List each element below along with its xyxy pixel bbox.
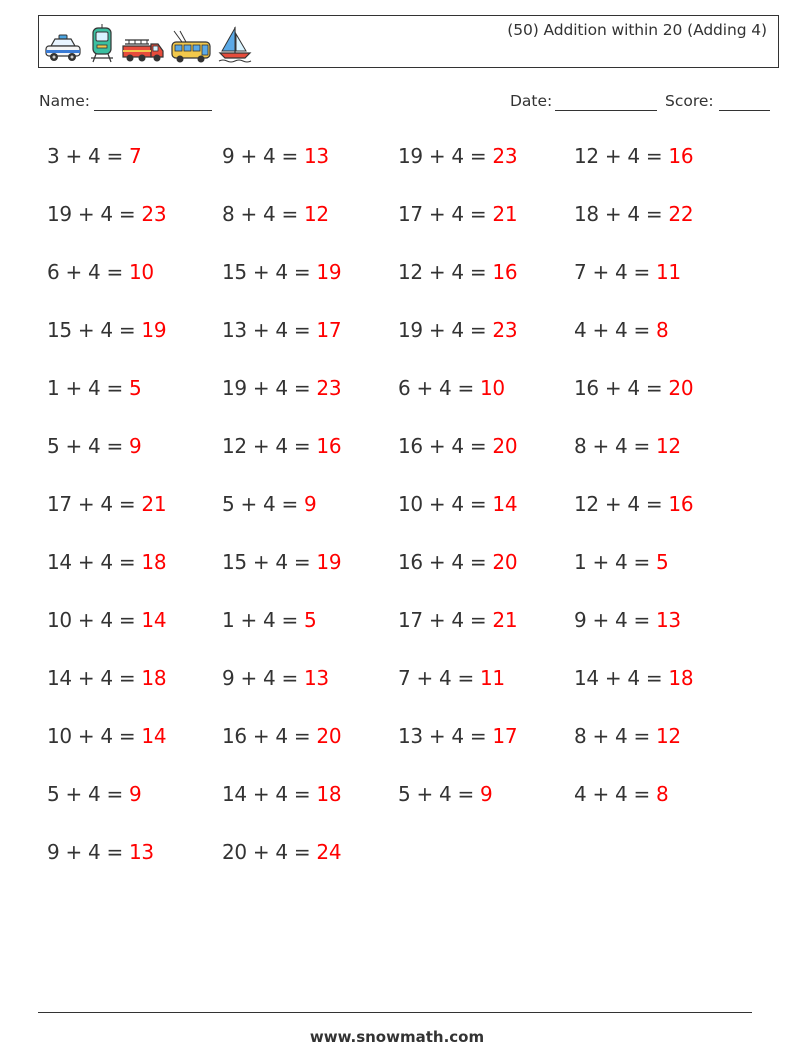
problem-row <box>47 492 767 550</box>
problem-question: 13 + 4 = <box>398 724 493 748</box>
problem-item <box>222 260 341 284</box>
problem-item <box>398 608 517 632</box>
problem-question: 10 + 4 = <box>398 492 493 516</box>
problem-answer: 14 <box>141 724 167 748</box>
problem-row <box>47 550 767 608</box>
problem-answer: 20 <box>316 724 342 748</box>
problem-question: 8 + 4 = <box>574 434 656 458</box>
problem-item <box>47 840 154 864</box>
problem-item <box>47 202 166 226</box>
problem-question: 17 + 4 = <box>47 492 142 516</box>
problem-answer: 23 <box>316 376 342 400</box>
problem-question: 5 + 4 = <box>47 782 129 806</box>
problem-answer: 9 <box>480 782 493 806</box>
problem-question: 7 + 4 = <box>398 666 480 690</box>
police-car-icon <box>43 32 83 64</box>
problem-question: 15 + 4 = <box>222 550 317 574</box>
score-label: Score: <box>665 92 714 110</box>
problem-row <box>47 376 767 434</box>
problem-answer: 7 <box>129 144 142 168</box>
problem-item <box>222 202 329 226</box>
problem-item <box>222 840 341 864</box>
problem-question: 16 + 4 = <box>574 376 669 400</box>
problem-answer: 18 <box>141 550 167 574</box>
problem-answer: 13 <box>656 608 681 632</box>
problem-row <box>47 724 767 782</box>
problem-item <box>47 550 166 574</box>
problem-answer: 13 <box>129 840 154 864</box>
problem-row <box>47 202 767 260</box>
problem-answer: 13 <box>304 144 329 168</box>
problem-question: 1 + 4 = <box>574 550 656 574</box>
problem-answer: 20 <box>492 434 518 458</box>
problem-answer: 12 <box>656 434 681 458</box>
problem-item <box>47 376 141 400</box>
problem-answer: 10 <box>480 376 505 400</box>
sailboat-icon <box>217 24 253 64</box>
problem-question: 5 + 4 = <box>398 782 480 806</box>
problem-answer: 13 <box>304 666 329 690</box>
problem-item <box>398 376 505 400</box>
problem-question: 10 + 4 = <box>47 608 142 632</box>
problem-question: 15 + 4 = <box>47 318 142 342</box>
worksheet-title: (50) Addition within 20 (Adding 4) <box>507 21 767 39</box>
problem-answer: 19 <box>316 550 342 574</box>
problem-answer: 12 <box>304 202 329 226</box>
problem-answer: 24 <box>316 840 342 864</box>
name-blank-line[interactable] <box>94 110 212 111</box>
problem-question: 8 + 4 = <box>222 202 304 226</box>
name-label: Name: <box>39 92 90 110</box>
worksheet-header <box>38 15 779 68</box>
problem-item <box>47 144 141 168</box>
problem-item <box>574 202 693 226</box>
footer-website: www.snowmath.com <box>309 1028 485 1046</box>
problem-question: 14 + 4 = <box>574 666 669 690</box>
problem-row <box>47 782 767 840</box>
problem-item <box>222 550 341 574</box>
problem-question: 14 + 4 = <box>222 782 317 806</box>
problem-question: 12 + 4 = <box>574 492 669 516</box>
problem-item <box>398 724 517 748</box>
problem-question: 4 + 4 = <box>574 318 656 342</box>
problem-question: 12 + 4 = <box>574 144 669 168</box>
problem-question: 19 + 4 = <box>398 144 493 168</box>
problem-question: 14 + 4 = <box>47 550 142 574</box>
problem-answer: 10 <box>129 260 154 284</box>
problem-answer: 18 <box>316 782 342 806</box>
problem-question: 14 + 4 = <box>47 666 142 690</box>
problem-row <box>47 318 767 376</box>
problem-question: 9 + 4 = <box>222 666 304 690</box>
problem-answer: 5 <box>656 550 669 574</box>
problem-item <box>47 434 141 458</box>
problem-question: 10 + 4 = <box>47 724 142 748</box>
trolleybus-icon <box>170 30 212 64</box>
problem-answer: 12 <box>656 724 681 748</box>
problem-item <box>47 318 166 342</box>
problem-item <box>398 434 517 458</box>
problem-item <box>222 492 316 516</box>
problem-answer: 18 <box>668 666 694 690</box>
problem-answer: 16 <box>668 492 694 516</box>
problem-question: 13 + 4 = <box>222 318 317 342</box>
problem-question: 9 + 4 = <box>222 144 304 168</box>
problem-item <box>222 434 341 458</box>
problem-question: 3 + 4 = <box>47 144 129 168</box>
problem-question: 5 + 4 = <box>222 492 304 516</box>
problem-item <box>574 376 693 400</box>
problem-row <box>47 260 767 318</box>
student-info-row <box>0 92 794 118</box>
problem-item <box>47 666 166 690</box>
problem-item <box>398 144 517 168</box>
problem-item <box>574 608 681 632</box>
problem-item <box>47 492 166 516</box>
problem-question: 17 + 4 = <box>398 608 493 632</box>
problem-item <box>47 724 166 748</box>
problem-row <box>47 434 767 492</box>
problem-answer: 14 <box>141 608 167 632</box>
problem-question: 1 + 4 = <box>222 608 304 632</box>
problem-item <box>398 260 517 284</box>
problem-question: 17 + 4 = <box>398 202 493 226</box>
problem-item <box>222 724 341 748</box>
problem-item <box>574 434 681 458</box>
problem-item <box>47 260 154 284</box>
problem-question: 20 + 4 = <box>222 840 317 864</box>
problem-answer: 23 <box>141 202 167 226</box>
problem-item <box>398 318 517 342</box>
vehicle-icons <box>43 20 253 64</box>
score-blank-line[interactable] <box>719 110 770 111</box>
problem-item <box>222 144 329 168</box>
date-blank-line[interactable] <box>555 110 657 111</box>
problem-question: 19 + 4 = <box>47 202 142 226</box>
problem-answer: 21 <box>492 608 518 632</box>
problem-answer: 18 <box>141 666 167 690</box>
problem-answer: 19 <box>141 318 167 342</box>
problem-answer: 20 <box>668 376 694 400</box>
problem-item <box>574 782 668 806</box>
problem-item <box>574 550 668 574</box>
problem-answer: 8 <box>656 318 669 342</box>
problem-question: 18 + 4 = <box>574 202 669 226</box>
problem-answer: 17 <box>492 724 518 748</box>
problem-answer: 23 <box>492 318 518 342</box>
problem-answer: 16 <box>492 260 518 284</box>
problem-answer: 17 <box>316 318 342 342</box>
problem-item <box>398 782 492 806</box>
problem-question: 4 + 4 = <box>574 782 656 806</box>
problem-item <box>574 666 693 690</box>
problem-item <box>398 492 517 516</box>
problem-question: 16 + 4 = <box>222 724 317 748</box>
problem-answer: 5 <box>129 376 142 400</box>
problem-question: 1 + 4 = <box>47 376 129 400</box>
problem-question: 8 + 4 = <box>574 724 656 748</box>
problem-answer: 20 <box>492 550 518 574</box>
problem-answer: 16 <box>668 144 694 168</box>
problem-answer: 5 <box>304 608 317 632</box>
problem-question: 6 + 4 = <box>47 260 129 284</box>
fire-truck-icon <box>121 34 165 64</box>
problem-item <box>47 782 141 806</box>
problem-answer: 23 <box>492 144 518 168</box>
problem-answer: 22 <box>668 202 694 226</box>
problem-answer: 9 <box>129 782 142 806</box>
problem-answer: 8 <box>656 782 669 806</box>
footer-divider <box>38 1012 752 1013</box>
problem-item <box>398 666 505 690</box>
tram-icon <box>88 24 116 64</box>
problem-answer: 11 <box>480 666 505 690</box>
problem-question: 12 + 4 = <box>222 434 317 458</box>
problem-answer: 16 <box>316 434 342 458</box>
problem-question: 19 + 4 = <box>398 318 493 342</box>
problem-question: 5 + 4 = <box>47 434 129 458</box>
problem-item <box>574 318 668 342</box>
problem-row <box>47 144 767 202</box>
problem-item <box>398 550 517 574</box>
problem-grid <box>47 144 767 898</box>
problem-question: 19 + 4 = <box>222 376 317 400</box>
problem-item <box>222 318 341 342</box>
problem-question: 16 + 4 = <box>398 434 493 458</box>
problem-answer: 11 <box>656 260 681 284</box>
problem-item <box>222 666 329 690</box>
problem-answer: 21 <box>492 202 518 226</box>
problem-item <box>398 202 517 226</box>
problem-item <box>222 608 316 632</box>
problem-answer: 19 <box>316 260 342 284</box>
problem-answer: 21 <box>141 492 167 516</box>
problem-question: 16 + 4 = <box>398 550 493 574</box>
problem-question: 7 + 4 = <box>574 260 656 284</box>
problem-item <box>222 782 341 806</box>
problem-row <box>47 840 767 898</box>
problem-answer: 9 <box>129 434 142 458</box>
problem-answer: 14 <box>492 492 518 516</box>
problem-question: 6 + 4 = <box>398 376 480 400</box>
problem-item <box>574 492 693 516</box>
problem-question: 9 + 4 = <box>47 840 129 864</box>
problem-row <box>47 666 767 724</box>
date-label: Date: <box>510 92 553 110</box>
problem-question: 12 + 4 = <box>398 260 493 284</box>
problem-item <box>574 144 693 168</box>
problem-row <box>47 608 767 666</box>
problem-question: 9 + 4 = <box>574 608 656 632</box>
problem-question: 15 + 4 = <box>222 260 317 284</box>
problem-item <box>574 260 681 284</box>
problem-item <box>222 376 341 400</box>
problem-item <box>47 608 166 632</box>
problem-item <box>574 724 681 748</box>
problem-answer: 9 <box>304 492 317 516</box>
